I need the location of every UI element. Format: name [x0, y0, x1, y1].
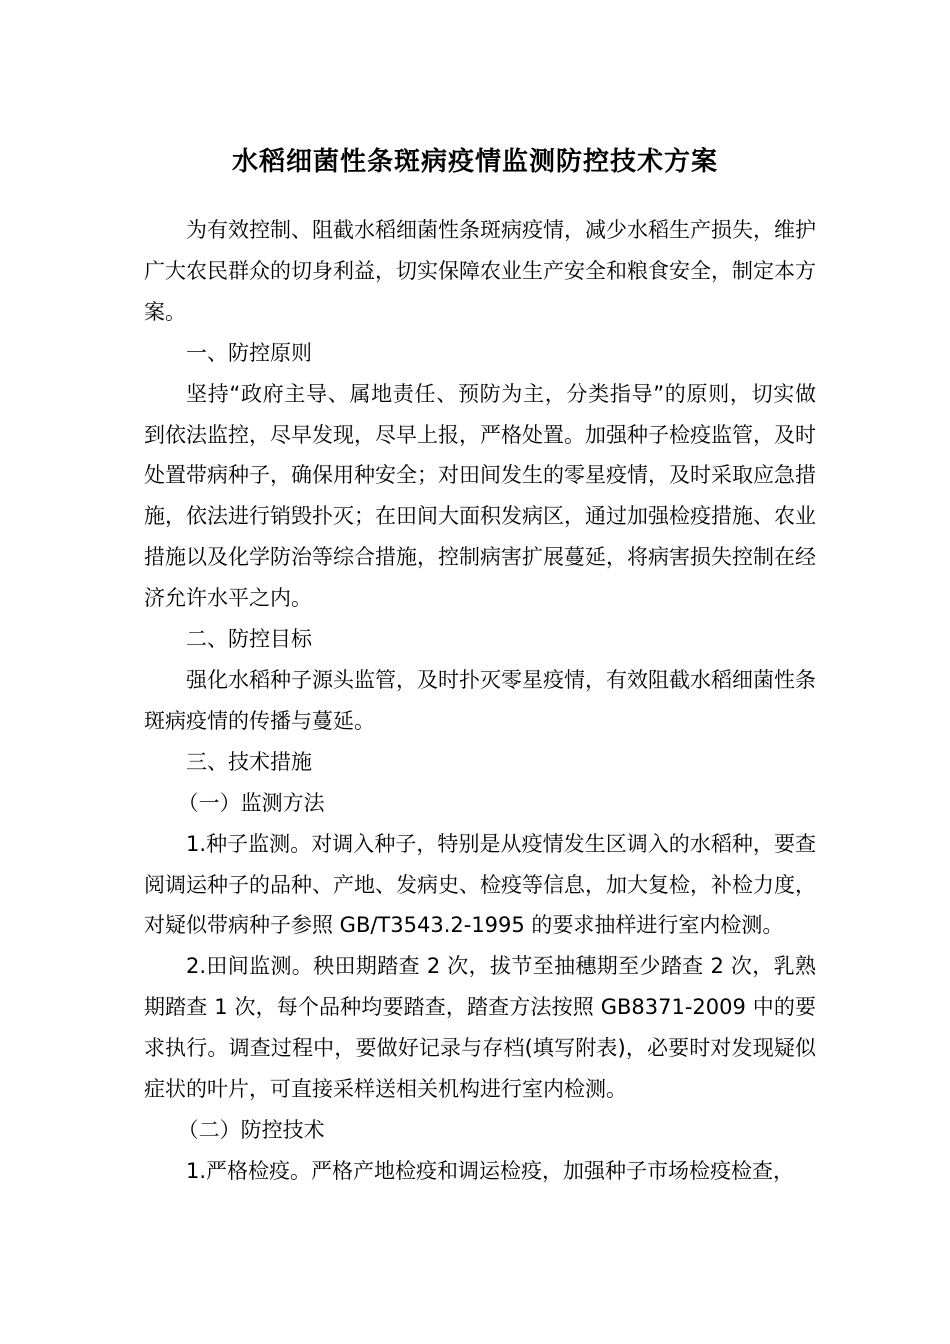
seed-monitoring-paragraph: 1.种子监测。对调入种子，特别是从疫情发生区调入的水稻种，要查阅调运种子的品种、产地、发病史、检疫等信息，加大复检，补检力度，对疑似带病种子参照 GB/T3543.2-1995 的要求抽样进行室内检测。: [144, 831, 816, 938]
field-monitoring-paragraph: 2.田间监测。秧田期踏查 2 次，拔节至抽穗期至少踏查 2 次，乳熟期踏查 1 次，每个品种均要踏查，踏查方法按照 GB8371-2009 中的要求执行。调查过程中，要做好记录与存档(填写附表)，必要时对发现疑似症状的叶片，可直接采样送相关机构进行室内检测。: [144, 954, 816, 1102]
document-body: [144, 210, 816, 1192]
intro-paragraph: 为有效控制、阻截水稻细菌性条斑病疫情，减少水稻生产损失，维护广大农民群众的切身利益，切实保障农业生产安全和粮食安全，制定本方案。: [144, 218, 816, 324]
section-heading-measures: 三、技术措施: [186, 749, 312, 774]
subsection-heading-monitoring: （一）监测方法: [177, 790, 325, 815]
principles-paragraph: 坚持“政府主导、属地责任、预防为主，分类指导”的原则，切实做到依法监控，尽早发现，尽早上报，严格处置。加强种子检疫监管，及时处置带病种子，确保用种安全；对田间发生的零星疫情，及时采取应急措施，依法进行销毁扑灭；在田间大面积发病区，通过加强检疫措施、农业措施以及化学防治等综合措施，控制病害扩展蔓延，将病害损失控制在经济允许水平之内。: [144, 381, 816, 611]
section-heading-principles: 一、防控原则: [186, 340, 312, 365]
quarantine-paragraph: 1.严格检疫。严格产地检疫和调运检疫，加强种子市场检疫检查，: [186, 1158, 795, 1183]
goals-paragraph: 强化水稻种子源头监管，及时扑灭零星疫情，有效阻截水稻细菌性条斑病疫情的传播与蔓延。: [144, 667, 816, 733]
document-title: 水稻细菌性条斑病疫情监测防控技术方案: [231, 147, 718, 177]
section-heading-goals: 二、防控目标: [186, 627, 312, 652]
subsection-heading-control: （二）防控技术: [177, 1117, 325, 1142]
